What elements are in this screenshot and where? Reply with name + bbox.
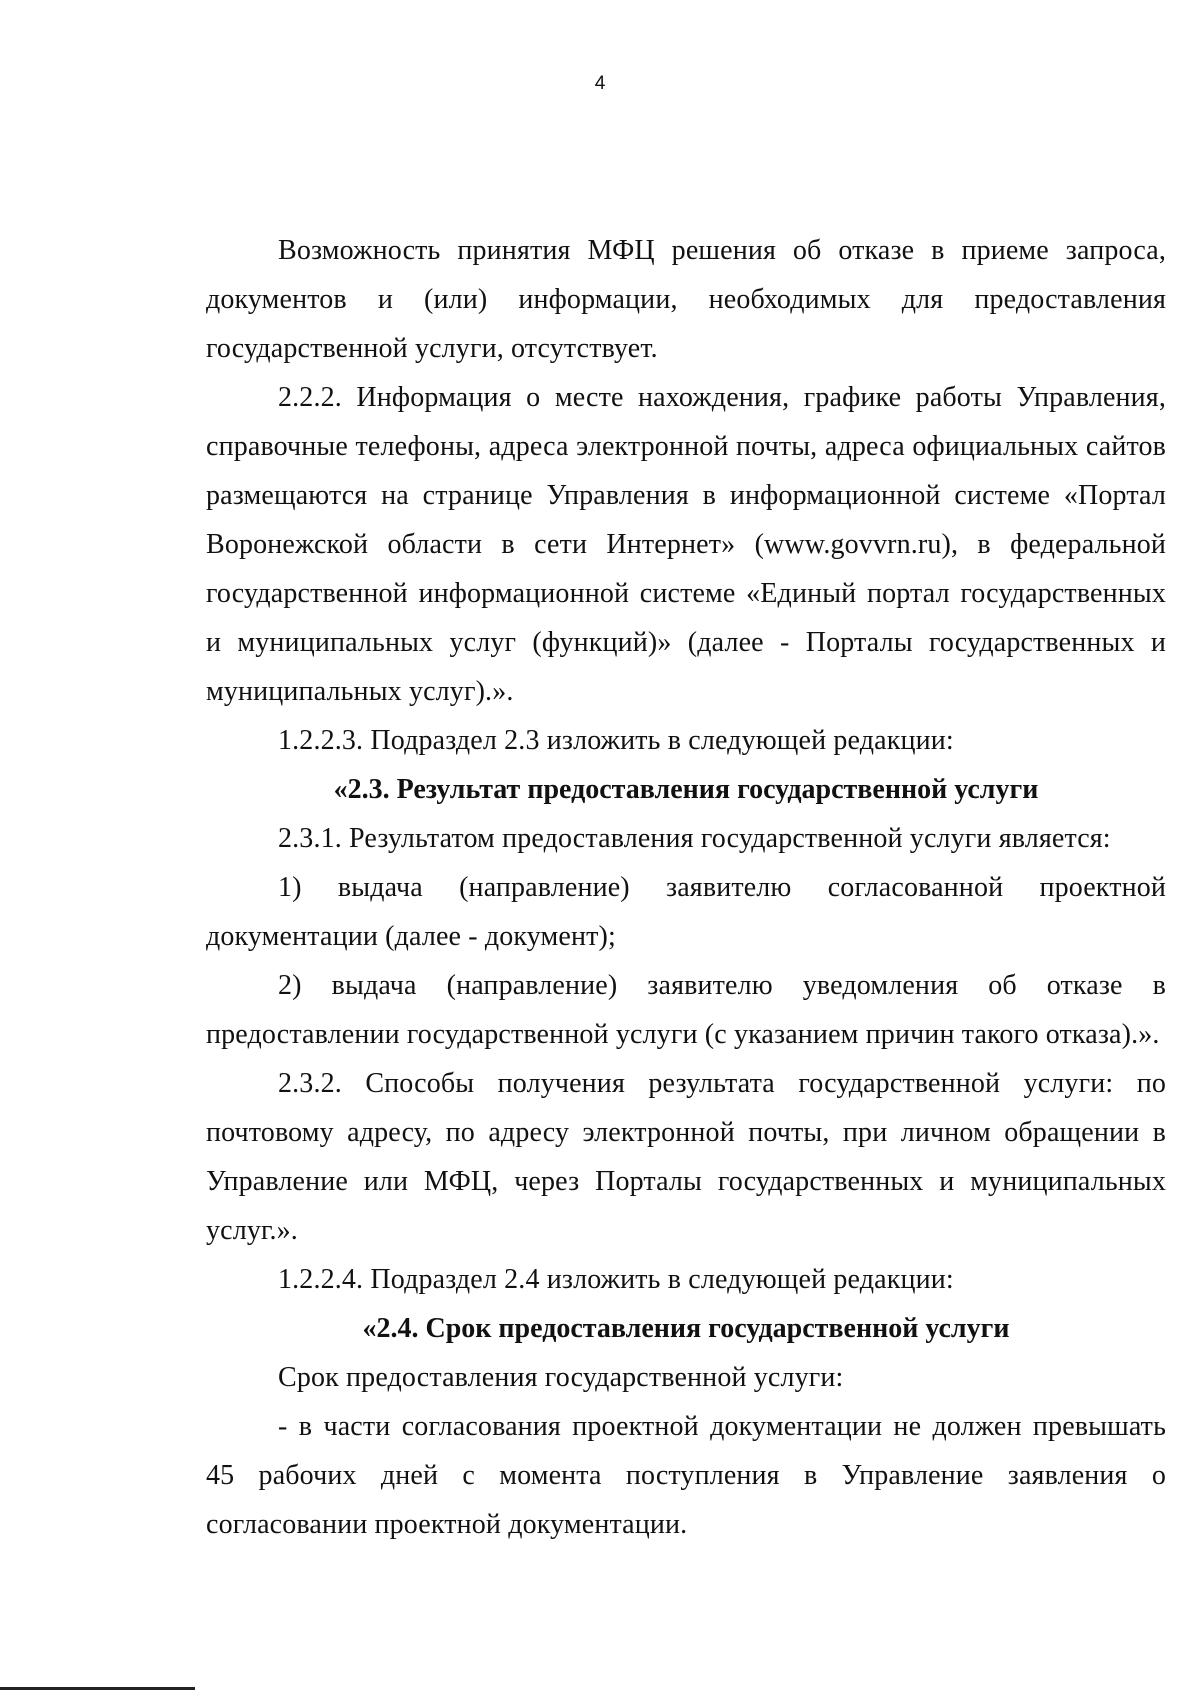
paragraph-2-3-1: 2.3.1. Результатом предоставления государственной услуги является: (278, 823, 1111, 854)
paragraph-mfc-refusal: Возможность принятия МФЦ решения об отказе в приеме запроса, документов и (или) информации, необходимых для предоставления государственной услуги, отсутствует. (206, 235, 1166, 364)
paragraph-term-detail: - в части согласования проектной документации не должен превышать 45 рабочих дней с момента поступления в Управление заявления о согласовании проектной документации. (206, 1411, 1166, 1540)
paragraph-term: Срок предоставления государственной услуги: (278, 1362, 844, 1393)
section-heading-2-4: «2.4. Срок предоставления государственной услуги (362, 1313, 1010, 1344)
list-item-1: 1) выдача (направление) заявителю согласованной проектной документации (далее - документ); (206, 872, 1166, 952)
scan-edge-line (0, 1687, 195, 1690)
paragraph-2-3-2: 2.3.2. Способы получения результата государственной услуги: по почтовому адресу, по адресу электронной почты, при личном обращении в Управление или МФЦ, через Порталы государственных и муниципальных услуг.». (206, 1068, 1166, 1246)
section-heading-2-3: «2.3. Результат предоставления государственной услуги (333, 774, 1039, 805)
paragraph-1-2-2-3: 1.2.2.3. Подраздел 2.3 изложить в следующей редакции: (278, 725, 954, 756)
list-item-2: 2) выдача (направление) заявителю уведомления об отказе в предоставлении государственной услуги (с указанием причин такого отказа).». (206, 970, 1166, 1050)
page-number: 4 (594, 73, 606, 94)
paragraph-2-2-2: 2.2.2. Информация о месте нахождения, графике работы Управления, справочные телефоны, адреса электронной почты, адреса официальных сайтов размещаются на странице Управления в информационной системе «Портал Воронежской области в сети Интернет» (www.govvrn.ru), в федеральной государственной информационной системе «Единый портал государственных и муниципальных услуг (функций)» (далее - Порталы государственных и муниципальных услуг).». (206, 382, 1166, 707)
paragraph-1-2-2-4: 1.2.2.4. Подраздел 2.4 изложить в следующей редакции: (278, 1264, 954, 1295)
document-body (206, 226, 1166, 1549)
